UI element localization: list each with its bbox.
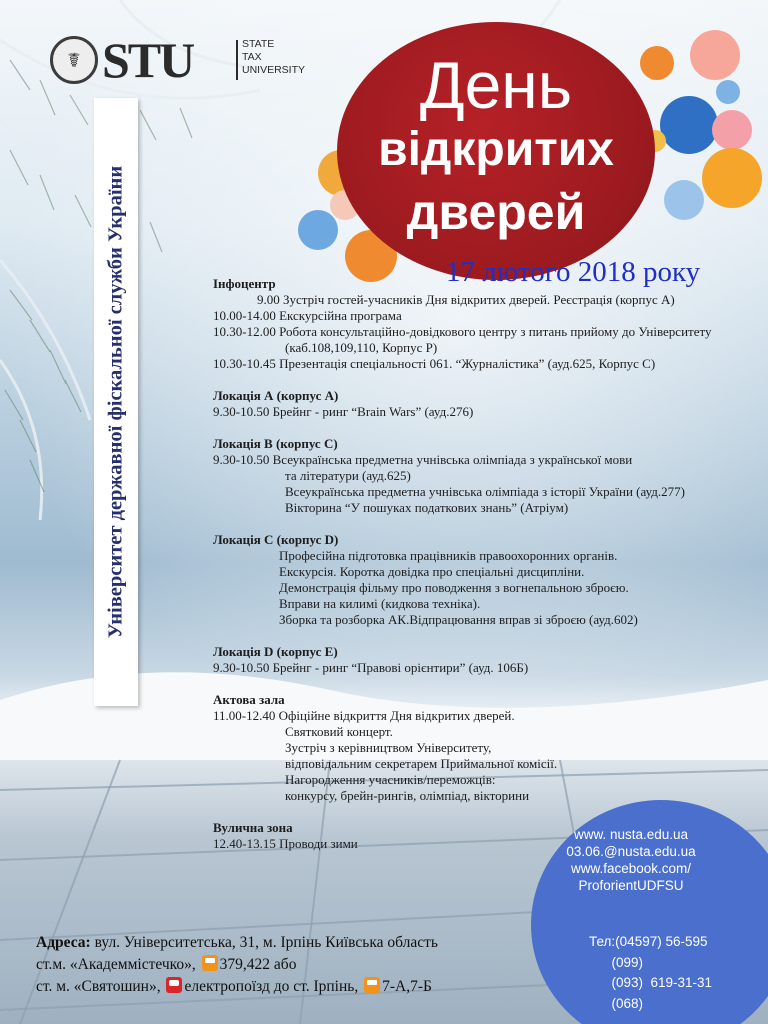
schedule-section-heading: Локація А (корпус А): [213, 388, 339, 403]
schedule-row: [213, 548, 712, 564]
schedule-row: [213, 596, 712, 612]
section-gap: [213, 676, 712, 692]
schedule-text: Офіційне відкриття Дня відкритих дверей.: [278, 708, 515, 723]
address-label: Адреса:: [36, 934, 91, 951]
email-link[interactable]: 03.06.@nusta.edu.ua: [566, 844, 696, 859]
metro-sviatoshyn: ст. м. «Святошин»,: [36, 978, 161, 995]
bubble-blue: [298, 210, 338, 250]
section-gap: [213, 628, 712, 644]
schedule-text: Робота консультаційно-довідкового центру з питань прийому до Університету: [279, 324, 712, 339]
event-title-line1: День: [419, 48, 573, 122]
schedule-section-heading: Локація D (корпус E): [213, 644, 338, 659]
schedule-row: [213, 500, 712, 516]
section-gap: [213, 420, 712, 436]
schedule: [213, 276, 712, 852]
schedule-text: Проводи зими: [279, 836, 358, 851]
schedule-text: Всеукраїнська предметна учнівська олімпіада з української мови: [272, 452, 633, 467]
website-link[interactable]: www. nusta.edu.ua: [573, 827, 689, 842]
schedule-text: Презентація спеціальності 061. “Журналістика” (ауд.625, Корпус С): [279, 356, 656, 371]
bus-routes: 379,422 або: [219, 956, 297, 973]
event-date: 17 лютого 2018 року: [446, 256, 701, 288]
schedule-row: [213, 308, 712, 324]
section-gap: [213, 372, 712, 388]
schedule-text: Професійна підготовка працівників правоохоронних органів.: [279, 548, 618, 563]
schedule-text: Екскурсійна програма: [279, 308, 402, 323]
address-block: [36, 932, 438, 998]
schedule-text: Зустріч гостей-учасників Дня відкритих дверей. Реєстрація (корпус А): [283, 292, 675, 307]
schedule-row: [213, 724, 712, 740]
schedule-row: [213, 356, 712, 372]
schedule-row: [213, 484, 712, 500]
schedule-row: [213, 580, 712, 596]
facebook-link-1[interactable]: www.facebook.com/: [570, 861, 692, 876]
bubble-pink: [690, 30, 740, 80]
contacts-circle: [531, 800, 768, 1024]
bus-routes-2: 7-А,7-Б: [382, 978, 432, 995]
schedule-text: конкурсу, брейн-рингів, олімпіад, вікторини: [285, 788, 530, 803]
logo-divider: [236, 40, 238, 80]
schedule-text: Брейнг - ринг “Brain Wars” (ауд.276): [272, 404, 474, 419]
schedule-text: Екскурсія. Коротка довідка про спеціальні дисципліни.: [279, 564, 585, 579]
university-name-banner: [94, 98, 138, 706]
schedule-text: Брейнг - ринг “Правові орієнтири” (ауд. 106Б): [272, 660, 529, 675]
schedule-section-heading: Локація С (корпус D): [213, 532, 339, 547]
schedule-row: [213, 612, 712, 628]
schedule-time: 10.30-10.45: [213, 356, 276, 371]
train-info: електропоїзд до ст. Ірпінь,: [184, 978, 359, 995]
bubble-orange: [702, 148, 762, 208]
schedule-row: [213, 452, 712, 468]
schedule-row: [213, 324, 712, 340]
schedule-text: Демонстрація фільму про поводження з вогнепальною зброєю.: [279, 580, 629, 595]
bus-icon: [202, 955, 218, 971]
event-title-line3: дверей: [406, 184, 586, 240]
schedule-time: 9.30-10.50: [213, 660, 270, 675]
event-title-line2: відкритих: [378, 123, 614, 176]
schedule-time: 11.00-12.40: [213, 708, 276, 723]
contacts-links: [531, 826, 731, 894]
schedule-text: Нагородження учасників/переможців:: [285, 772, 496, 787]
logo-full-name: STATE TAX UNIVERSITY: [242, 38, 306, 76]
university-logo: [50, 32, 306, 88]
schedule-row: [213, 756, 712, 772]
schedule-row: [213, 708, 712, 724]
schedule-text: відповідальним секретарем Приймальної комісії.: [285, 756, 558, 771]
schedule-text: Вікторина “У пошуках податкових знань” (Атріум): [285, 500, 569, 515]
transport-line-1: [36, 954, 438, 976]
schedule-text: Вправи на килимі (кидкова техніка).: [279, 596, 481, 611]
address-line: [36, 932, 438, 954]
schedule-section-heading: Інфоцентр: [213, 276, 276, 291]
facebook-link-2[interactable]: ProforientUDFSU: [578, 878, 684, 893]
university-name: Університет державної фіскальної служби України: [104, 165, 127, 639]
schedule-text: (каб.108,109,110, Корпус Р): [285, 340, 438, 355]
schedule-row: [213, 660, 712, 676]
schedule-text: Святковий концерт.: [285, 724, 393, 739]
phone-numbers: Тел:(04597) 56-595 (099) (093) 619-31-31 (068): [589, 934, 713, 1011]
schedule-row: [213, 740, 712, 756]
schedule-row: [213, 564, 712, 580]
bubble-blue: [716, 80, 740, 104]
schedule-row: [213, 340, 712, 356]
metro-academmistechko: ст.м. «Академмістечко»,: [36, 956, 196, 973]
schedule-time: 9.00: [257, 292, 280, 307]
schedule-time: 9.30-10.50: [213, 452, 270, 467]
bubble-blue: [660, 96, 718, 154]
schedule-section-heading: Вулична зона: [213, 820, 293, 835]
bubble-blue: [664, 180, 704, 220]
address-street: вул. Університетська, 31, м. Ірпінь Київська область: [90, 934, 438, 951]
schedule-section-heading: Актова зала: [213, 692, 285, 707]
schedule-text: Зборка та розборка АК.Відпрацювання вправ зі зброєю (ауд.602): [279, 612, 638, 627]
schedule-time: 10.00-14.00: [213, 308, 276, 323]
schedule-text: та літератури (ауд.625): [285, 468, 411, 483]
schedule-time: 9.30-10.50: [213, 404, 270, 419]
transport-line-2: [36, 976, 438, 998]
section-gap: [213, 516, 712, 532]
schedule-text: Зустріч з керівництвом Університету,: [285, 740, 492, 755]
schedule-time: 12.40-13.15: [213, 836, 276, 851]
schedule-row: [213, 404, 712, 420]
schedule-row: [213, 292, 712, 308]
schedule-time: 10.30-12.00: [213, 324, 276, 339]
event-title-circle: [337, 22, 655, 280]
schedule-text: Всеукраїнська предметна учнівська олімпіада з історії України (ауд.277): [285, 484, 685, 499]
caduceus-seal-icon: ☤: [50, 36, 98, 84]
bus-icon: [364, 977, 380, 993]
schedule-row: [213, 468, 712, 484]
bubble-pink: [712, 110, 752, 150]
train-icon: [166, 977, 182, 993]
schedule-section-heading: Локація В (корпус С): [213, 436, 338, 451]
schedule-row: [213, 772, 712, 788]
logo-abbreviation: STU: [102, 32, 194, 88]
